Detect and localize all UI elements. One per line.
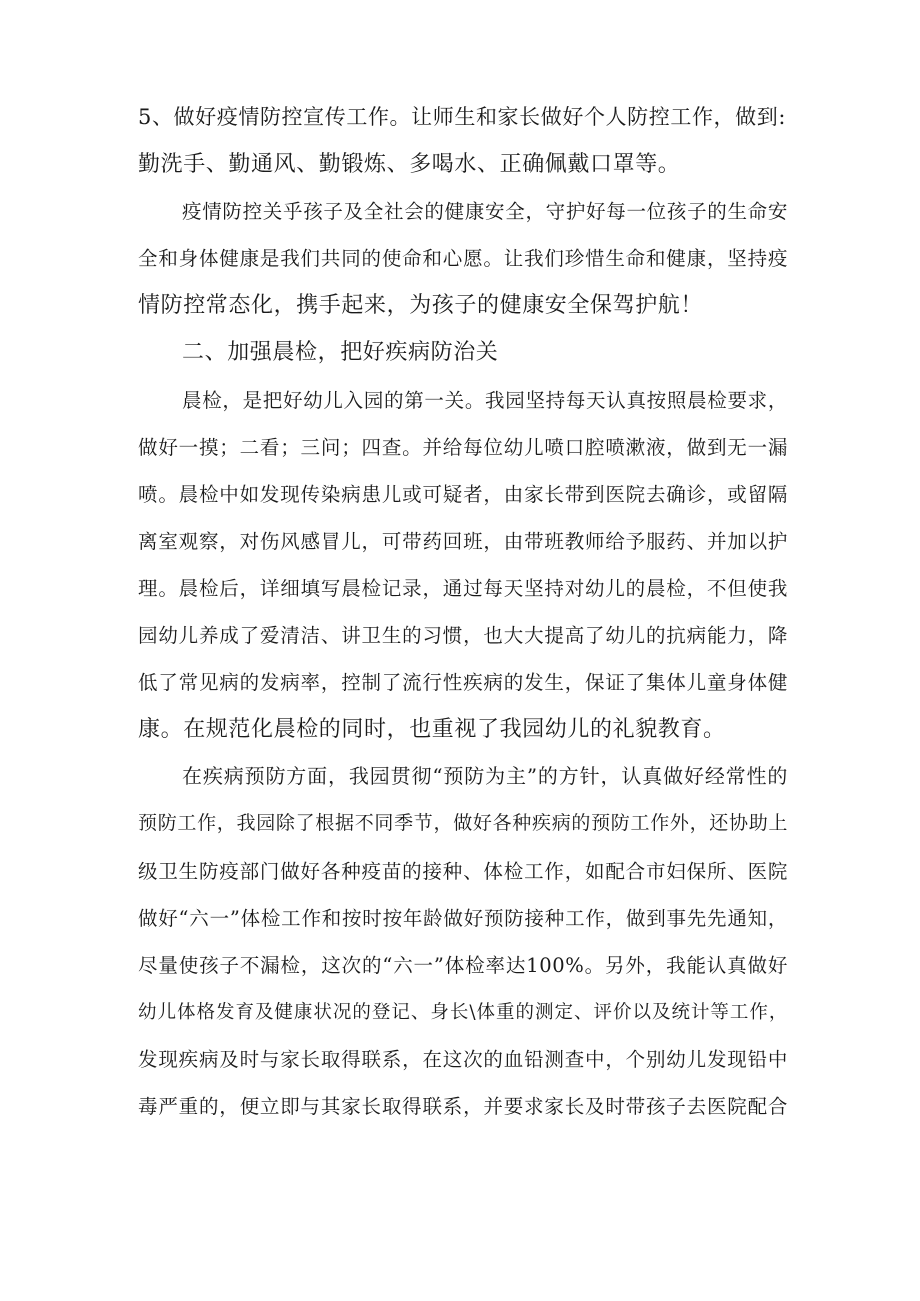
text-line: 发现疾病及时与家长取得联系，在这次的血铅测查中，个别幼儿发现铅中: [138, 1047, 788, 1071]
text-line: 疫情防控关乎孩子及全社会的健康安全，守护好每一位孩子的生命安: [182, 200, 788, 224]
document-body: [138, 94, 788, 1130]
text-line: 情防控常态化，携手起来，为孩子的健康安全保驾护航！: [138, 293, 704, 319]
text-line: 勤洗手、勤通风、勤锻炼、多喝水、正确佩戴口罩等。: [138, 152, 681, 178]
text-line: 尽量使孩子不漏检，这次的“六一”体检率达100%。另外，我能认真做好: [138, 953, 788, 977]
text-line: 级卫生防疫部门做好各种疫苗的接种、体检工作，如配合市妇保所、医院: [138, 859, 788, 883]
text-line: 离室观察，对伤风感冒儿，可带药回班，由带班教师给予服药、并加以护: [138, 529, 788, 553]
text-line: 做好“六一”体检工作和按时按年龄做好预防接种工作，做到事先先通知，: [138, 906, 788, 930]
text-line: 低了常见病的发病率，控制了流行性疾病的发生，保证了集体儿童身体健: [138, 671, 788, 695]
text-line: 晨检，是把好幼儿入园的第一关。我园坚持每天认真按照晨检要求，: [182, 388, 788, 412]
text-line: 在疾病预防方面，我园贯彻“预防为主”的方针，认真做好经常性的: [182, 764, 788, 789]
text-line: 喷。晨检中如发现传染病患儿或可疑者，由家长带到医院去确诊，或留隔: [138, 482, 788, 506]
text-line: 理。晨检后，详细填写晨检记录，通过每天坚持对幼儿的晨检，不但使我: [138, 576, 788, 600]
text-line: 全和身体健康是我们共同的使命和心愿。让我们珍惜生命和健康，坚持疫: [138, 247, 788, 271]
text-line: 康。在规范化晨检的同时，也重视了我园幼儿的礼貌教育。: [138, 717, 726, 743]
text-line: 幼儿体格发育及健康状况的登记、身长\体重的测定、评价以及统计等工作，: [138, 1001, 788, 1023]
text-line: 预防工作，我园除了根据不同季节，做好各种疾病的预防工作外，还协助上: [138, 812, 788, 835]
text-line: 二、加强晨检，把好疾病防治关: [182, 340, 499, 366]
text-line: 5、做好疫情防控宣传工作。让师生和家长做好个人防控工作，做到:: [138, 105, 787, 129]
text-line: 毒严重的，便立即与其家长取得联系，并要求家长及时带孩子去医院配合: [138, 1094, 788, 1118]
text-line: 园幼儿养成了爱清洁、讲卫生的习惯，也大大提高了幼儿的抗病能力，降: [138, 624, 788, 648]
text-line: 做好一摸；二看；三问；四查。并给每位幼儿喷口腔喷漱液，做到无一漏: [138, 435, 788, 459]
